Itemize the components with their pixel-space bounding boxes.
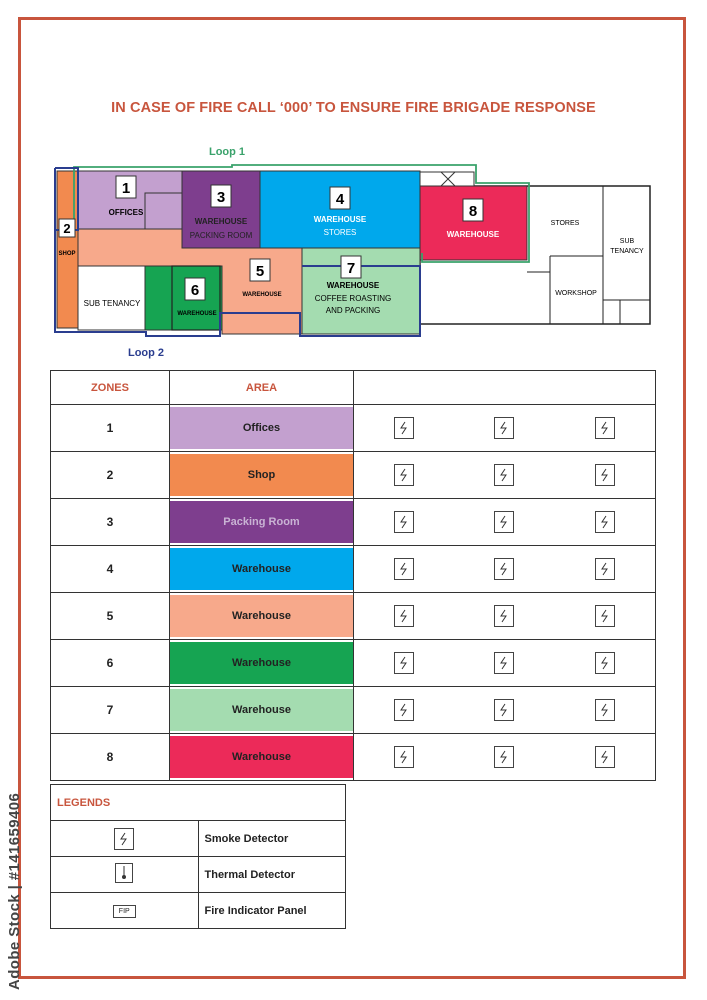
zone-8-number: 8 [468, 203, 478, 220]
smoke-detector-icon [595, 558, 615, 580]
legend-thermal-label: Thermal Detector [198, 857, 346, 893]
zone-number-cell: 5 [51, 593, 170, 640]
smoke-detector-icon [494, 511, 514, 533]
smoke-detector-icon [595, 464, 615, 486]
zone-7-label: WAREHOUSE [326, 281, 380, 290]
detectors-cell [354, 640, 656, 687]
zone-7-label: COFFEE ROASTING [314, 294, 392, 303]
sub-tenancy-label: SUB TENANCY [83, 299, 141, 308]
detectors-cell [354, 499, 656, 546]
zone-4-number: 4 [335, 191, 345, 208]
smoke-detector-icon [394, 652, 414, 674]
zone-number-cell: 1 [51, 405, 170, 452]
zone-4-label: STORES [323, 228, 357, 237]
area-cell [170, 687, 354, 734]
zone-5-number: 5 [255, 263, 265, 280]
header-detectors [354, 371, 656, 405]
smoke-detector-icon [394, 558, 414, 580]
stores-label: STORES [550, 220, 580, 227]
detector-group [354, 511, 655, 533]
area-fill: Warehouse [170, 689, 353, 731]
zone-number-cell: 8 [51, 734, 170, 781]
legend-title: LEGENDS [51, 785, 346, 821]
table-row [51, 452, 656, 499]
zone-2-label: SHOP [58, 251, 76, 257]
legend-row [51, 857, 346, 893]
smoke-detector-icon [595, 605, 615, 627]
smoke-detector-icon [114, 828, 134, 850]
area-cell [170, 546, 354, 593]
legend-symbol-cell [51, 857, 199, 893]
zone-4-label: WAREHOUSE [313, 215, 367, 224]
smoke-detector-icon [394, 464, 414, 486]
header-area: AREA [170, 371, 354, 405]
page-title: IN CASE OF FIRE CALL ‘000’ TO ENSURE FIRE BRIGADE RESPONSE [111, 100, 596, 116]
smoke-detector-icon [494, 652, 514, 674]
zone-number-cell: 3 [51, 499, 170, 546]
zone-6-label: WAREHOUSE [177, 311, 217, 317]
legend-row [51, 893, 346, 929]
detector-group [354, 652, 655, 674]
smoke-detector-icon [494, 464, 514, 486]
smoke-detector-icon [494, 605, 514, 627]
area-cell [170, 593, 354, 640]
smoke-detector-icon [394, 699, 414, 721]
detector-group [354, 464, 655, 486]
area-cell [170, 640, 354, 687]
smoke-detector-icon [394, 417, 414, 439]
zone-1-label: OFFICES [108, 208, 144, 217]
legend-row [51, 821, 346, 857]
detector-group [354, 605, 655, 627]
table-row [51, 734, 656, 781]
smoke-detector-icon [595, 511, 615, 533]
smoke-detector-icon [595, 417, 615, 439]
smoke-detector-icon [595, 652, 615, 674]
detector-group [354, 746, 655, 768]
legend-smoke-label: Smoke Detector [198, 821, 346, 857]
area-fill: Warehouse [170, 595, 353, 637]
legend-symbol-cell [51, 821, 199, 857]
header-zones: ZONES [51, 371, 170, 405]
zone-1-number: 1 [121, 180, 131, 197]
smoke-detector-icon [394, 605, 414, 627]
area-cell [170, 734, 354, 781]
zone-number-cell: 4 [51, 546, 170, 593]
smoke-detector-icon [494, 417, 514, 439]
sub-tenancy-right-label: SUB [619, 238, 635, 245]
workshop-label: WORKSHOP [555, 290, 597, 297]
detectors-cell [354, 452, 656, 499]
zone-3-label: WAREHOUSE [194, 217, 248, 226]
door-box [420, 172, 474, 186]
area-fill: Warehouse [170, 736, 353, 778]
detectors-cell [354, 734, 656, 781]
smoke-detector-icon [595, 746, 615, 768]
area-cell [170, 405, 354, 452]
table-row [51, 546, 656, 593]
zone-table [50, 370, 656, 781]
zone-number-cell: 2 [51, 452, 170, 499]
smoke-detector-icon [394, 511, 414, 533]
zone-7-number: 7 [346, 260, 356, 277]
fip-icon: FIP [113, 905, 136, 918]
detector-group [354, 417, 655, 439]
detectors-cell [354, 405, 656, 452]
table-row [51, 640, 656, 687]
zone-number-cell: 7 [51, 687, 170, 734]
smoke-detector-icon [494, 558, 514, 580]
legend-fip-label: Fire Indicator Panel [198, 893, 346, 929]
zone-3-label: PACKING ROOM [189, 231, 253, 240]
smoke-detector-icon [595, 699, 615, 721]
area-fill: Warehouse [170, 642, 353, 684]
zone-number-cell: 6 [51, 640, 170, 687]
legend-table [50, 784, 346, 929]
table-header-row [51, 371, 656, 405]
zone-table-body [51, 405, 656, 781]
area-fill: Packing Room [170, 501, 353, 543]
zone-6-number: 6 [190, 282, 200, 299]
zone-2-number: 2 [63, 221, 71, 236]
detectors-cell [354, 593, 656, 640]
table-row [51, 499, 656, 546]
zone-8-warehouse [420, 186, 527, 260]
detector-group [354, 558, 655, 580]
sub-tenancy-right-label: TENANCY [610, 248, 644, 255]
zone-3-number: 3 [216, 189, 226, 206]
zone-8-label: WAREHOUSE [446, 230, 500, 239]
loop-1-label: Loop 1 [208, 146, 246, 158]
area-fill: Warehouse [170, 548, 353, 590]
area-cell [170, 452, 354, 499]
table-row [51, 593, 656, 640]
smoke-detector-icon [494, 746, 514, 768]
detectors-cell [354, 687, 656, 734]
sub-tenancy-left [78, 266, 145, 330]
detectors-cell [354, 546, 656, 593]
table-row [51, 405, 656, 452]
area-cell [170, 499, 354, 546]
area-fill: Shop [170, 454, 353, 496]
table-row [51, 687, 656, 734]
watermark: Adobe Stock | #141659406 [6, 792, 23, 990]
area-fill: Offices [170, 407, 353, 449]
legend-symbol-cell [51, 893, 199, 929]
detector-group [354, 699, 655, 721]
thermal-detector-icon [115, 863, 133, 883]
zone-7-label: AND PACKING [325, 306, 381, 315]
floor-plan [0, 0, 707, 370]
smoke-detector-icon [494, 699, 514, 721]
loop-2-label: Loop 2 [127, 347, 165, 359]
legend-header-row [51, 785, 346, 821]
zone-5-label: WAREHOUSE [242, 292, 282, 298]
smoke-detector-icon [394, 746, 414, 768]
